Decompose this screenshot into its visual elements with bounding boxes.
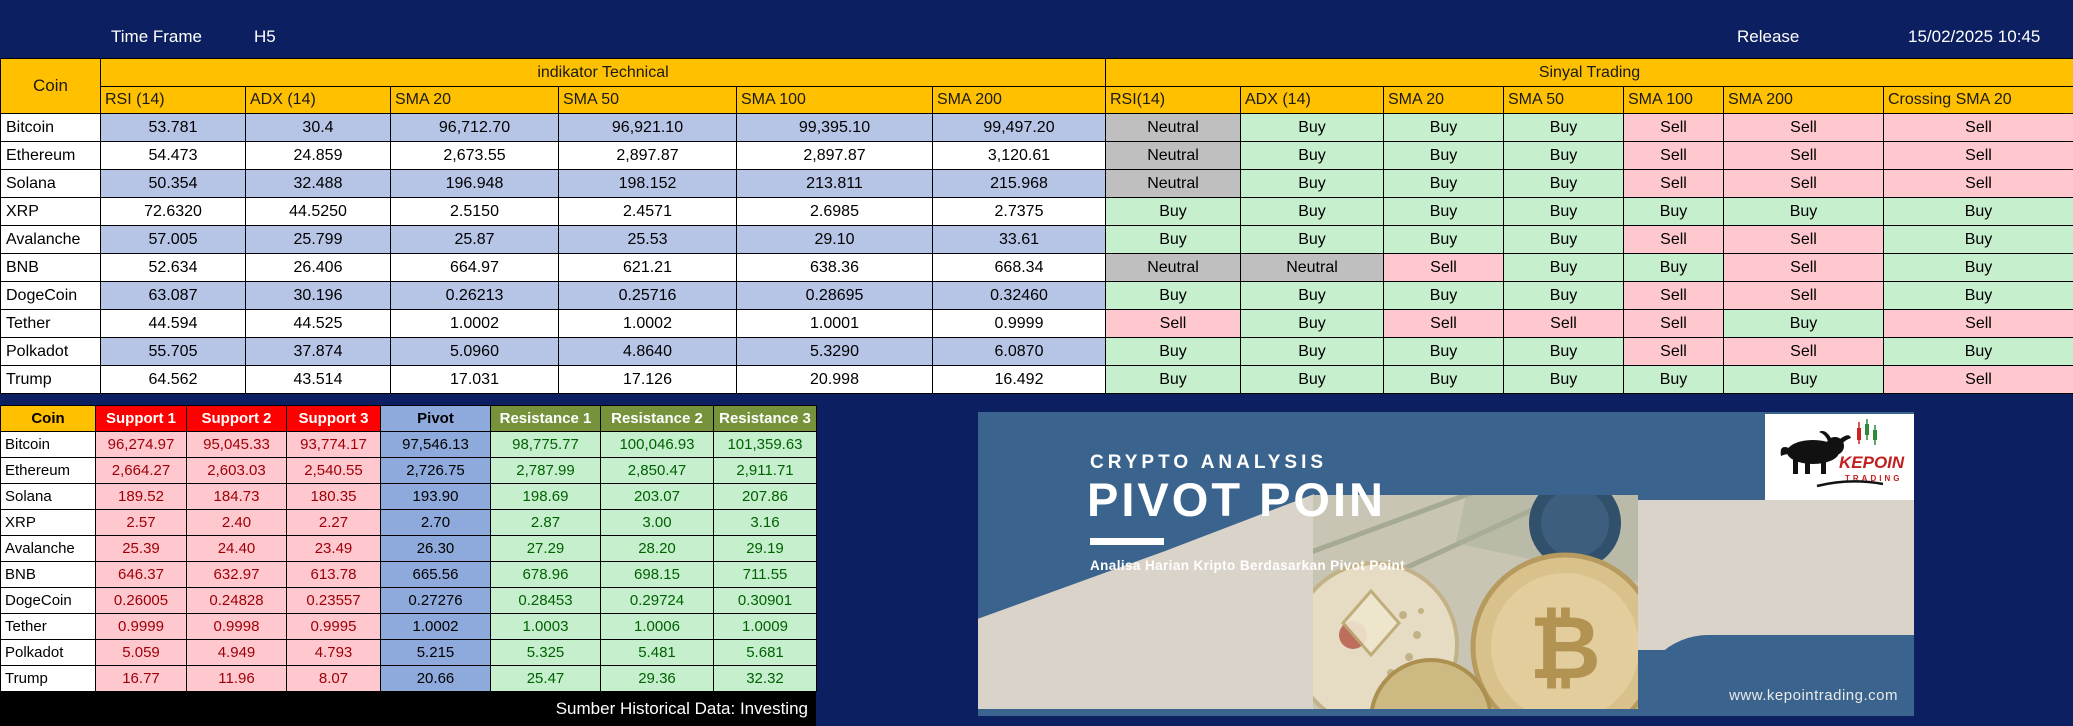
- technical-value-cell[interactable]: 0.25716: [559, 282, 737, 310]
- signal-cell[interactable]: Buy: [1884, 198, 2073, 226]
- technical-value-cell[interactable]: 96,712.70: [391, 114, 559, 142]
- technical-value-cell[interactable]: 198.152: [559, 170, 737, 198]
- pivot-row-polkadot: [1, 640, 817, 666]
- pivot-row-ethereum: [1, 458, 817, 484]
- signal-cell[interactable]: Buy: [1504, 114, 1624, 142]
- support-value-cell[interactable]: 0.23557: [287, 588, 381, 614]
- technical-value-cell[interactable]: 17.126: [559, 366, 737, 394]
- signal-cell[interactable]: Sell: [1724, 226, 1884, 254]
- technical-value-cell[interactable]: 44.525: [246, 310, 391, 338]
- pivot-coin-name-xrp[interactable]: XRP: [1, 510, 96, 536]
- support-value-cell[interactable]: 96,274.97: [96, 432, 187, 458]
- technical-value-cell[interactable]: 25.53: [559, 226, 737, 254]
- resistance-value-cell[interactable]: 3.16: [714, 510, 817, 536]
- banner-bottom-strip: [978, 709, 1914, 716]
- signal-cell[interactable]: Buy: [1884, 254, 2073, 282]
- technical-value-cell[interactable]: 37.874: [246, 338, 391, 366]
- pivot-coin-name-polkadot[interactable]: Polkadot: [1, 640, 96, 666]
- pivot-coin-name-tether[interactable]: Tether: [1, 614, 96, 640]
- resistance-value-cell[interactable]: 198.69: [491, 484, 601, 510]
- pivot-col-header-resistance-1: Resistance 1: [491, 406, 601, 432]
- technical-value-cell[interactable]: 668.34: [933, 254, 1106, 282]
- support-value-cell[interactable]: 2.27: [287, 510, 381, 536]
- data-source-text: Sumber Historical Data: Investing: [555, 698, 808, 718]
- signal-cell[interactable]: Buy: [1241, 114, 1384, 142]
- pivot-value-cell[interactable]: 2,726.75: [381, 458, 491, 484]
- technical-section-header: indikator Technical: [101, 59, 1106, 87]
- signal-cell[interactable]: Buy: [1724, 310, 1884, 338]
- pivot-col-header-coin: Coin: [1, 406, 96, 432]
- resistance-value-cell[interactable]: 5.325: [491, 640, 601, 666]
- coin-name-bitcoin[interactable]: Bitcoin: [1, 114, 101, 142]
- support-value-cell[interactable]: 0.24828: [187, 588, 287, 614]
- technical-value-cell[interactable]: 20.998: [737, 366, 933, 394]
- top-bar: [0, 0, 2073, 58]
- coin-name-dogecoin[interactable]: DogeCoin: [1, 282, 101, 310]
- banner-title: PIVOT POIN: [1087, 473, 1386, 526]
- signal-cell[interactable]: Neutral: [1106, 142, 1241, 170]
- pivot-coin-name-trump[interactable]: Trump: [1, 666, 96, 692]
- technical-value-cell[interactable]: 44.594: [101, 310, 246, 338]
- resistance-value-cell[interactable]: 711.55: [714, 562, 817, 588]
- coin-name-ethereum[interactable]: Ethereum: [1, 142, 101, 170]
- support-value-cell[interactable]: 4.949: [187, 640, 287, 666]
- resistance-value-cell[interactable]: 698.15: [601, 562, 714, 588]
- signal-cell[interactable]: Neutral: [1106, 254, 1241, 282]
- resistance-value-cell[interactable]: 5.681: [714, 640, 817, 666]
- support-value-cell[interactable]: 184.73: [187, 484, 287, 510]
- pivot-row-solana: [1, 484, 817, 510]
- signal-cell[interactable]: Buy: [1504, 338, 1624, 366]
- signal-cell[interactable]: Buy: [1384, 198, 1504, 226]
- signal-cell[interactable]: Buy: [1624, 366, 1724, 394]
- resistance-value-cell[interactable]: 2,850.47: [601, 458, 714, 484]
- resistance-value-cell[interactable]: 207.86: [714, 484, 817, 510]
- pivot-col-header-resistance-2: Resistance 2: [601, 406, 714, 432]
- row-tether: [1, 310, 2073, 338]
- resistance-value-cell[interactable]: 0.28453: [491, 588, 601, 614]
- resistance-value-cell[interactable]: 32.32: [714, 666, 817, 692]
- technical-value-cell[interactable]: 215.968: [933, 170, 1106, 198]
- pivot-value-cell[interactable]: 26.30: [381, 536, 491, 562]
- support-value-cell[interactable]: 5.059: [96, 640, 187, 666]
- pivot-row-avalanche: [1, 536, 817, 562]
- signal-cell[interactable]: Buy: [1241, 282, 1384, 310]
- row-ethereum: [1, 142, 2073, 170]
- signal-cell[interactable]: Sell: [1624, 226, 1724, 254]
- pivot-value-cell[interactable]: 5.215: [381, 640, 491, 666]
- bull-logo-icon: [1765, 414, 1914, 500]
- resistance-value-cell[interactable]: 28.20: [601, 536, 714, 562]
- coin-name-xrp[interactable]: XRP: [1, 198, 101, 226]
- pivot-row-bitcoin: [1, 432, 817, 458]
- technical-value-cell[interactable]: 2,673.55: [391, 142, 559, 170]
- signal-cell[interactable]: Sell: [1624, 338, 1724, 366]
- pivot-value-cell[interactable]: 665.56: [381, 562, 491, 588]
- svg-text:KEPOIN: KEPOIN: [1839, 453, 1905, 472]
- technical-value-cell[interactable]: 96,921.10: [559, 114, 737, 142]
- technical-value-cell[interactable]: 24.859: [246, 142, 391, 170]
- pivot-row-dogecoin: [1, 588, 817, 614]
- row-avalanche: [1, 226, 2073, 254]
- pivot-value-cell[interactable]: 2.70: [381, 510, 491, 536]
- signal-cell[interactable]: Buy: [1106, 282, 1241, 310]
- support-value-cell[interactable]: 613.78: [287, 562, 381, 588]
- support-value-cell[interactable]: 4.793: [287, 640, 381, 666]
- signal-cell[interactable]: Sell: [1884, 170, 2073, 198]
- pivot-col-header-support-3: Support 3: [287, 406, 381, 432]
- technical-value-cell[interactable]: 54.473: [101, 142, 246, 170]
- technical-value-cell[interactable]: 29.10: [737, 226, 933, 254]
- release-label: Release: [1737, 27, 1800, 46]
- signal-cell[interactable]: Sell: [1724, 170, 1884, 198]
- pivot-coin-name-ethereum[interactable]: Ethereum: [1, 458, 96, 484]
- kepoin-logo: [1765, 414, 1914, 500]
- signal-cell[interactable]: Buy: [1241, 198, 1384, 226]
- pivot-coin-name-dogecoin[interactable]: DogeCoin: [1, 588, 96, 614]
- signal-cell[interactable]: Buy: [1384, 338, 1504, 366]
- resistance-value-cell[interactable]: 1.0009: [714, 614, 817, 640]
- signal-cell[interactable]: Buy: [1504, 170, 1624, 198]
- signal-cell[interactable]: Buy: [1106, 198, 1241, 226]
- signal-cell[interactable]: Sell: [1384, 310, 1504, 338]
- pivot-coin-name-avalanche[interactable]: Avalanche: [1, 536, 96, 562]
- signal-cell[interactable]: Buy: [1384, 114, 1504, 142]
- technical-value-cell[interactable]: 196.948: [391, 170, 559, 198]
- signal-cell[interactable]: Buy: [1884, 282, 2073, 310]
- signal-cell[interactable]: Sell: [1884, 114, 2073, 142]
- signal-cell[interactable]: Buy: [1384, 282, 1504, 310]
- support-value-cell[interactable]: 93,774.17: [287, 432, 381, 458]
- signal-cell[interactable]: Buy: [1106, 226, 1241, 254]
- signal-cell[interactable]: Buy: [1504, 226, 1624, 254]
- pivot-value-cell[interactable]: 97,546.13: [381, 432, 491, 458]
- svg-text:₿: ₿: [1529, 596, 1601, 699]
- row-xrp: [1, 198, 2073, 226]
- technical-value-cell[interactable]: 52.634: [101, 254, 246, 282]
- support-value-cell[interactable]: 24.40: [187, 536, 287, 562]
- signal-cell[interactable]: Buy: [1384, 366, 1504, 394]
- resistance-value-cell[interactable]: 1.0003: [491, 614, 601, 640]
- pivot-col-header-pivot: Pivot: [381, 406, 491, 432]
- support-value-cell[interactable]: 0.9995: [287, 614, 381, 640]
- technical-value-cell[interactable]: 26.406: [246, 254, 391, 282]
- signal-cell[interactable]: Sell: [1624, 114, 1724, 142]
- pivot-row-bnb: [1, 562, 817, 588]
- coin-name-tether[interactable]: Tether: [1, 310, 101, 338]
- pivot-coin-name-solana[interactable]: Solana: [1, 484, 96, 510]
- technical-value-cell[interactable]: 32.488: [246, 170, 391, 198]
- technical-value-cell[interactable]: 25.799: [246, 226, 391, 254]
- sig-col-header-crossing-sma-20: Crossing SMA 20: [1884, 87, 2073, 114]
- support-value-cell[interactable]: 646.37: [96, 562, 187, 588]
- technical-value-cell[interactable]: 2,897.87: [737, 142, 933, 170]
- signal-cell[interactable]: Buy: [1624, 254, 1724, 282]
- support-value-cell[interactable]: 25.39: [96, 536, 187, 562]
- tech-col-header-rsi-14: RSI (14): [101, 87, 246, 114]
- signal-cell[interactable]: Buy: [1504, 198, 1624, 226]
- signal-cell[interactable]: Buy: [1884, 338, 2073, 366]
- signal-cell[interactable]: Buy: [1106, 366, 1241, 394]
- technical-value-cell[interactable]: 0.26213: [391, 282, 559, 310]
- signal-cell[interactable]: Buy: [1884, 226, 2073, 254]
- resistance-value-cell[interactable]: 2.87: [491, 510, 601, 536]
- row-dogecoin: [1, 282, 2073, 310]
- signal-cell[interactable]: Neutral: [1106, 114, 1241, 142]
- signal-cell[interactable]: Sell: [1624, 310, 1724, 338]
- support-value-cell[interactable]: 8.07: [287, 666, 381, 692]
- resistance-value-cell[interactable]: 100,046.93: [601, 432, 714, 458]
- technical-value-cell[interactable]: 2.7375: [933, 198, 1106, 226]
- resistance-value-cell[interactable]: 29.36: [601, 666, 714, 692]
- pivot-value-cell[interactable]: 20.66: [381, 666, 491, 692]
- sig-col-header-sma-200: SMA 200: [1724, 87, 1884, 114]
- technical-value-cell[interactable]: 0.28695: [737, 282, 933, 310]
- tech-col-header-sma-100: SMA 100: [737, 87, 933, 114]
- technical-value-cell[interactable]: 1.0001: [737, 310, 933, 338]
- signal-cell[interactable]: Buy: [1384, 226, 1504, 254]
- row-polkadot: [1, 338, 2073, 366]
- banner-subtitle: Analisa Harian Kripto Berdasarkan Pivot Point: [1090, 558, 1406, 573]
- pivot-col-header-support-1: Support 1: [96, 406, 187, 432]
- technical-value-cell[interactable]: 1.0002: [559, 310, 737, 338]
- tech-col-header-adx-14: ADX (14): [246, 87, 391, 114]
- technical-value-cell[interactable]: 43.514: [246, 366, 391, 394]
- pivot-value-cell[interactable]: 0.27276: [381, 588, 491, 614]
- signal-cell[interactable]: Sell: [1384, 254, 1504, 282]
- signal-cell[interactable]: Sell: [1724, 114, 1884, 142]
- coin-name-solana[interactable]: Solana: [1, 170, 101, 198]
- technical-value-cell[interactable]: 30.4: [246, 114, 391, 142]
- signal-cell[interactable]: Sell: [1624, 142, 1724, 170]
- banner-title-rule: [1090, 538, 1164, 545]
- website-url: www.kepointrading.com: [1729, 687, 1898, 704]
- technical-value-cell[interactable]: 17.031: [391, 366, 559, 394]
- technical-value-cell[interactable]: 44.5250: [246, 198, 391, 226]
- signal-cell[interactable]: Buy: [1504, 142, 1624, 170]
- signal-cell[interactable]: Buy: [1504, 254, 1624, 282]
- signal-section-header: Sinyal Trading: [1106, 59, 2073, 87]
- support-value-cell[interactable]: 0.9999: [96, 614, 187, 640]
- promo-banner: [978, 412, 1914, 716]
- signal-cell[interactable]: Buy: [1724, 366, 1884, 394]
- pivot-value-cell[interactable]: 1.0002: [381, 614, 491, 640]
- support-value-cell[interactable]: 2.57: [96, 510, 187, 536]
- signal-cell[interactable]: Buy: [1241, 226, 1384, 254]
- coin-name-trump[interactable]: Trump: [1, 366, 101, 394]
- tech-col-header-sma-20: SMA 20: [391, 87, 559, 114]
- technical-value-cell[interactable]: 53.781: [101, 114, 246, 142]
- row-bitcoin: [1, 114, 2073, 142]
- signal-cell[interactable]: Sell: [1624, 170, 1724, 198]
- pivot-coin-name-bnb[interactable]: BNB: [1, 562, 96, 588]
- resistance-value-cell[interactable]: 25.47: [491, 666, 601, 692]
- resistance-value-cell[interactable]: 0.30901: [714, 588, 817, 614]
- technical-value-cell[interactable]: 0.32460: [933, 282, 1106, 310]
- sig-col-header-sma-20: SMA 20: [1384, 87, 1504, 114]
- signal-cell[interactable]: Buy: [1241, 310, 1384, 338]
- signal-cell[interactable]: Buy: [1724, 198, 1884, 226]
- resistance-value-cell[interactable]: 2,911.71: [714, 458, 817, 484]
- svg-text:TRADING: TRADING: [1845, 474, 1903, 483]
- technical-value-cell[interactable]: 6.0870: [933, 338, 1106, 366]
- technical-value-cell[interactable]: 2.4571: [559, 198, 737, 226]
- technical-value-cell[interactable]: 2.5150: [391, 198, 559, 226]
- indicator-signal-table: [0, 58, 2073, 394]
- support-value-cell[interactable]: 180.35: [287, 484, 381, 510]
- tech-col-header-sma-200: SMA 200: [933, 87, 1106, 114]
- technical-value-cell[interactable]: 0.9999: [933, 310, 1106, 338]
- signal-cell[interactable]: Sell: [1724, 142, 1884, 170]
- signal-cell[interactable]: Buy: [1504, 366, 1624, 394]
- resistance-value-cell[interactable]: 98,775.77: [491, 432, 601, 458]
- signal-cell[interactable]: Sell: [1624, 282, 1724, 310]
- technical-value-cell[interactable]: 4.8640: [559, 338, 737, 366]
- support-value-cell[interactable]: 2.40: [187, 510, 287, 536]
- signal-cell[interactable]: Neutral: [1106, 170, 1241, 198]
- row-bnb: [1, 254, 2073, 282]
- support-value-cell[interactable]: 189.52: [96, 484, 187, 510]
- banner-beige-panel: [1638, 500, 1914, 650]
- technical-value-cell[interactable]: 213.811: [737, 170, 933, 198]
- data-source-footer: [0, 691, 816, 726]
- resistance-value-cell[interactable]: 3.00: [601, 510, 714, 536]
- resistance-value-cell[interactable]: 203.07: [601, 484, 714, 510]
- technical-value-cell[interactable]: 5.3290: [737, 338, 933, 366]
- signal-cell[interactable]: Buy: [1384, 142, 1504, 170]
- support-value-cell[interactable]: 0.9998: [187, 614, 287, 640]
- signal-cell[interactable]: Buy: [1624, 198, 1724, 226]
- pivot-coin-name-bitcoin[interactable]: Bitcoin: [1, 432, 96, 458]
- pivot-row-xrp: [1, 510, 817, 536]
- support-value-cell[interactable]: 632.97: [187, 562, 287, 588]
- technical-value-cell[interactable]: 16.492: [933, 366, 1106, 394]
- pivot-col-header-resistance-3: Resistance 3: [714, 406, 817, 432]
- resistance-value-cell[interactable]: 678.96: [491, 562, 601, 588]
- signal-cell[interactable]: Sell: [1724, 338, 1884, 366]
- coin-name-polkadot[interactable]: Polkadot: [1, 338, 101, 366]
- pivot-value-cell[interactable]: 193.90: [381, 484, 491, 510]
- coin-name-bnb[interactable]: BNB: [1, 254, 101, 282]
- crypto-coins-photo: [1313, 495, 1638, 710]
- resistance-value-cell[interactable]: 101,359.63: [714, 432, 817, 458]
- resistance-value-cell[interactable]: 2,787.99: [491, 458, 601, 484]
- tech-col-header-sma-50: SMA 50: [559, 87, 737, 114]
- signal-cell[interactable]: Sell: [1884, 142, 2073, 170]
- signal-cell[interactable]: Sell: [1504, 310, 1624, 338]
- time-frame-value[interactable]: H5: [254, 27, 276, 46]
- time-frame-label: Time Frame: [111, 27, 202, 46]
- resistance-value-cell[interactable]: 5.481: [601, 640, 714, 666]
- release-datetime: 15/02/2025 10:45: [1908, 27, 2041, 46]
- technical-value-cell[interactable]: 638.36: [737, 254, 933, 282]
- sig-col-header-adx-14: ADX (14): [1241, 87, 1384, 114]
- sig-col-header-sma-50: SMA 50: [1504, 87, 1624, 114]
- technical-value-cell[interactable]: 33.61: [933, 226, 1106, 254]
- technical-value-cell[interactable]: 25.87: [391, 226, 559, 254]
- support-value-cell[interactable]: 11.96: [187, 666, 287, 692]
- sig-col-header-rsi-14: RSI(14): [1106, 87, 1241, 114]
- pivot-point-table: [0, 405, 817, 692]
- signal-cell[interactable]: Buy: [1241, 338, 1384, 366]
- support-value-cell[interactable]: 95,045.33: [187, 432, 287, 458]
- signal-cell[interactable]: Neutral: [1241, 254, 1384, 282]
- signal-cell[interactable]: Sell: [1724, 254, 1884, 282]
- technical-value-cell[interactable]: 72.6320: [101, 198, 246, 226]
- support-value-cell[interactable]: 2,664.27: [96, 458, 187, 484]
- technical-value-cell[interactable]: 50.354: [101, 170, 246, 198]
- signal-cell[interactable]: Sell: [1884, 366, 2073, 394]
- pivot-row-trump: [1, 666, 817, 692]
- signal-cell[interactable]: Buy: [1504, 282, 1624, 310]
- technical-value-cell[interactable]: 1.0002: [391, 310, 559, 338]
- signal-cell[interactable]: Sell: [1724, 282, 1884, 310]
- technical-value-cell[interactable]: 2,897.87: [559, 142, 737, 170]
- technical-value-cell[interactable]: 30.196: [246, 282, 391, 310]
- signal-cell[interactable]: Sell: [1106, 310, 1241, 338]
- banner-website-band: [1638, 635, 1914, 716]
- resistance-value-cell[interactable]: 0.29724: [601, 588, 714, 614]
- signal-cell[interactable]: Buy: [1384, 170, 1504, 198]
- technical-value-cell[interactable]: 3,120.61: [933, 142, 1106, 170]
- support-value-cell[interactable]: 23.49: [287, 536, 381, 562]
- technical-value-cell[interactable]: 99,497.20: [933, 114, 1106, 142]
- technical-value-cell[interactable]: 664.97: [391, 254, 559, 282]
- technical-value-cell[interactable]: 621.21: [559, 254, 737, 282]
- coin-name-avalanche[interactable]: Avalanche: [1, 226, 101, 254]
- resistance-value-cell[interactable]: 27.29: [491, 536, 601, 562]
- support-value-cell[interactable]: 0.26005: [96, 588, 187, 614]
- technical-value-cell[interactable]: 2.6985: [737, 198, 933, 226]
- signal-cell[interactable]: Buy: [1241, 170, 1384, 198]
- technical-value-cell[interactable]: 5.0960: [391, 338, 559, 366]
- technical-value-cell[interactable]: 57.005: [101, 226, 246, 254]
- coin-column-header: Coin: [1, 59, 101, 114]
- signal-cell[interactable]: Buy: [1106, 338, 1241, 366]
- technical-value-cell[interactable]: 64.562: [101, 366, 246, 394]
- technical-value-cell[interactable]: 99,395.10: [737, 114, 933, 142]
- technical-value-cell[interactable]: 63.087: [101, 282, 246, 310]
- signal-cell[interactable]: Sell: [1884, 310, 2073, 338]
- support-value-cell[interactable]: 16.77: [96, 666, 187, 692]
- pivot-row-tether: [1, 614, 817, 640]
- row-solana: [1, 170, 2073, 198]
- signal-cell[interactable]: Buy: [1241, 142, 1384, 170]
- technical-value-cell[interactable]: 55.705: [101, 338, 246, 366]
- signal-cell[interactable]: Buy: [1241, 366, 1384, 394]
- support-value-cell[interactable]: 2,540.55: [287, 458, 381, 484]
- pivot-col-header-support-2: Support 2: [187, 406, 287, 432]
- resistance-value-cell[interactable]: 1.0006: [601, 614, 714, 640]
- banner-kicker: CRYPTO ANALYSIS: [1090, 452, 1328, 473]
- resistance-value-cell[interactable]: 29.19: [714, 536, 817, 562]
- row-trump: [1, 366, 2073, 394]
- sig-col-header-sma-100: SMA 100: [1624, 87, 1724, 114]
- support-value-cell[interactable]: 2,603.03: [187, 458, 287, 484]
